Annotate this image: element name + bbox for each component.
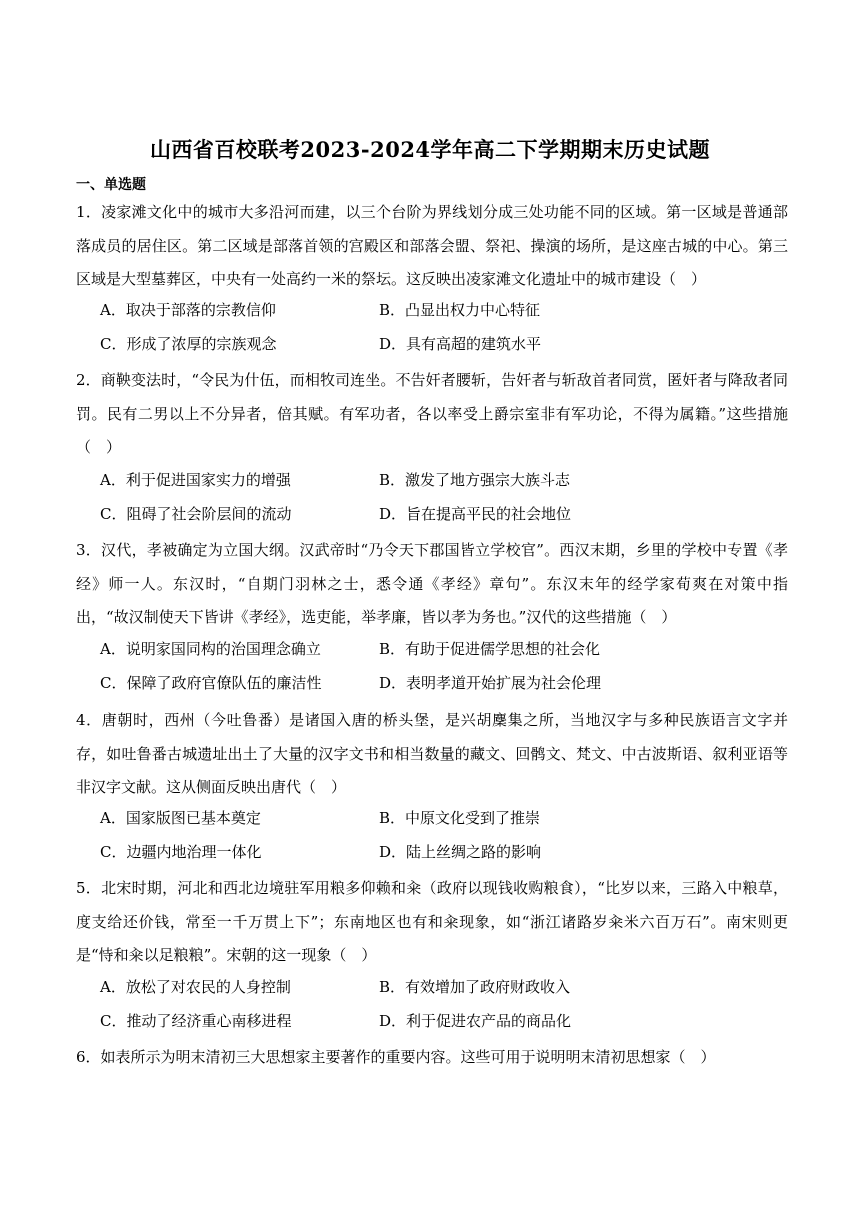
option-a: A．利于促进国家实力的增强	[100, 471, 291, 489]
option-b: B．激发了地方强宗大族斗志	[379, 471, 571, 489]
option-b: B．有助于促进儒学思想的社会化	[379, 640, 601, 658]
option-b: B．中原文化受到了推崇	[379, 809, 541, 827]
option-c: C．边疆内地治理一体化	[100, 843, 262, 861]
question-1-stem: 1．凌家滩文化中的城市大多沿河而建，以三个台阶为界线划分成三处功能不同的区域。第一区域是普通部落成员的居住区。第二区域是部落首领的宫殿区和部落会盟、祭祀、操演的场所，是这座古城的中心。第三区域是大型墓葬区，中央有一处高约一米的祭坛。这反映出凌家滩文化遗址中的城市建设（ ）	[76, 203, 788, 288]
section-heading: 一、单选题	[76, 177, 146, 193]
option-a: A．放松了对农民的人身控制	[100, 978, 291, 996]
option-d: D．旨在提高平民的社会地位	[379, 505, 572, 523]
option-d: D．表明孝道开始扩展为社会伦理	[379, 674, 602, 692]
option-c: C．保障了政府官僚队伍的廉洁性	[100, 674, 322, 692]
option-c: C．阻碍了社会阶层间的流动	[100, 505, 292, 523]
option-a: A．取决于部落的宗教信仰	[100, 301, 276, 319]
question-4-options	[100, 807, 790, 875]
question-4-stem: 4．唐朝时，西州（今吐鲁番）是诸国入唐的桥头堡，是兴胡麇集之所，当地汉字与多种民族语言文字并存，如吐鲁番古城遗址出土了大量的汉字文书和相当数量的藏文、回鹘文、梵文、中古波斯语、叙利亚语等非汉字文献。这从侧面反映出唐代（ ）	[76, 711, 788, 796]
option-b: B．凸显出权力中心特征	[379, 301, 541, 319]
option-b: B．有效增加了政府财政收入	[379, 978, 571, 996]
option-d: D．具有高超的建筑水平	[379, 335, 542, 353]
question-1-options	[100, 299, 790, 367]
option-c: C．推动了经济重心南移进程	[100, 1012, 292, 1030]
question-3-stem: 3．汉代，孝被确定为立国大纲。汉武帝时“乃令天下郡国皆立学校官”。西汉末期，乡里的学校中专置《孝经》师一人。东汉时，“自期门羽林之士，悉令通《孝经》章句”。东汉末年的经学家荀爽在对策中指出，“故汉制使天下皆讲《孝经》，选吏能，举孝廉，皆以孝为务也。”汉代的这些措施（ ）	[76, 541, 788, 626]
option-a: A．国家版图已基本奠定	[100, 809, 261, 827]
question-3-options	[100, 638, 790, 706]
option-d: D．利于促进农产品的商品化	[379, 1012, 572, 1030]
option-c: C．形成了浓厚的宗族观念	[100, 335, 277, 353]
question-5-stem: 5．北宋时期，河北和西北边境驻军用粮多仰赖和籴（政府以现钱收购粮食），“比岁以来，三路入中粮草，度支给还价钱，常至一千万贯上下”；东南地区也有和籴现象，如“浙江诸路岁籴米六百万石”。南宋则更是“恃和籴以足粮粮”。宋朝的这一现象（ ）	[76, 879, 788, 964]
option-a: A．说明家国同构的治国理念确立	[100, 640, 321, 658]
question-6-stem: 6．如表所示为明末清初三大思想家主要著作的重要内容。这些可用于说明明末清初思想家（ ）	[76, 1048, 716, 1066]
option-d: D．陆上丝绸之路的影响	[379, 843, 542, 861]
question-2-stem: 2．商鞅变法时，“令民为什伍，而相牧司连坐。不告奸者腰斩，告奸者与斩敌首者同赏，匿奸者与降敌者同罚。民有二男以上不分异者，倍其赋。有军功者，各以率受上爵宗室非有军功论，不得为属籍。”这些措施（ ）	[76, 371, 788, 456]
document-title: 山西省百校联考2023-2024学年高二下学期期末历史试题	[149, 137, 711, 162]
question-5-options	[100, 976, 790, 1044]
question-2-options	[100, 469, 790, 537]
